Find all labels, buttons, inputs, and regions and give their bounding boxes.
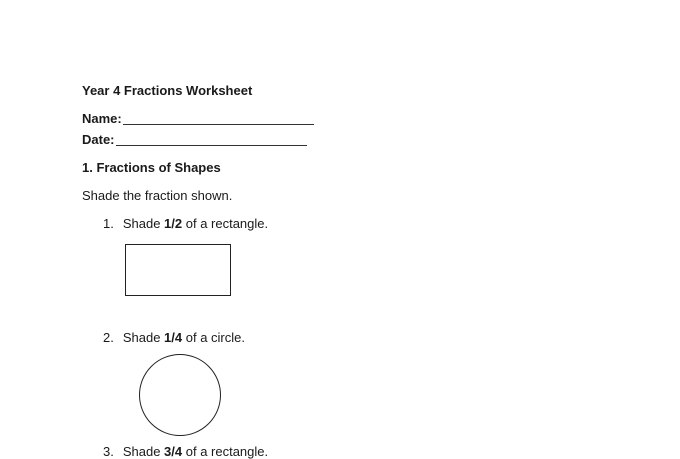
question-text: [123, 444, 268, 459]
question-suffix: of a rectangle.: [182, 216, 269, 231]
name-field-row: [82, 111, 122, 126]
question-1: [103, 216, 268, 231]
question-text: [123, 330, 245, 345]
worksheet-title: Year 4 Fractions Worksheet: [82, 83, 253, 98]
date-field-line[interactable]: [116, 145, 307, 146]
question-prefix: Shade: [122, 444, 165, 459]
section-heading: 1. Fractions of Shapes: [82, 160, 221, 175]
name-field-line[interactable]: [123, 124, 314, 125]
date-field-row: [82, 132, 115, 147]
question-2: [103, 330, 245, 345]
question-fraction: 1/4: [164, 330, 183, 345]
date-label: Date:: [82, 132, 115, 147]
question-prefix: Shade: [122, 216, 165, 231]
question-fraction: 3/4: [164, 444, 183, 459]
question-number: 2.: [103, 330, 114, 345]
question-suffix: of a circle.: [182, 330, 245, 345]
question-fraction: 1/2: [164, 216, 183, 231]
question-suffix: of a rectangle.: [182, 444, 269, 459]
rectangle-shape[interactable]: [125, 244, 231, 296]
question-number: 1.: [103, 216, 114, 231]
name-label: Name:: [82, 111, 122, 126]
circle-shape[interactable]: [139, 354, 221, 436]
question-prefix: Shade: [122, 330, 165, 345]
question-text: [123, 216, 268, 231]
instruction-text: Shade the fraction shown.: [82, 188, 233, 203]
question-3: [103, 444, 268, 459]
question-number: 3.: [103, 444, 114, 459]
